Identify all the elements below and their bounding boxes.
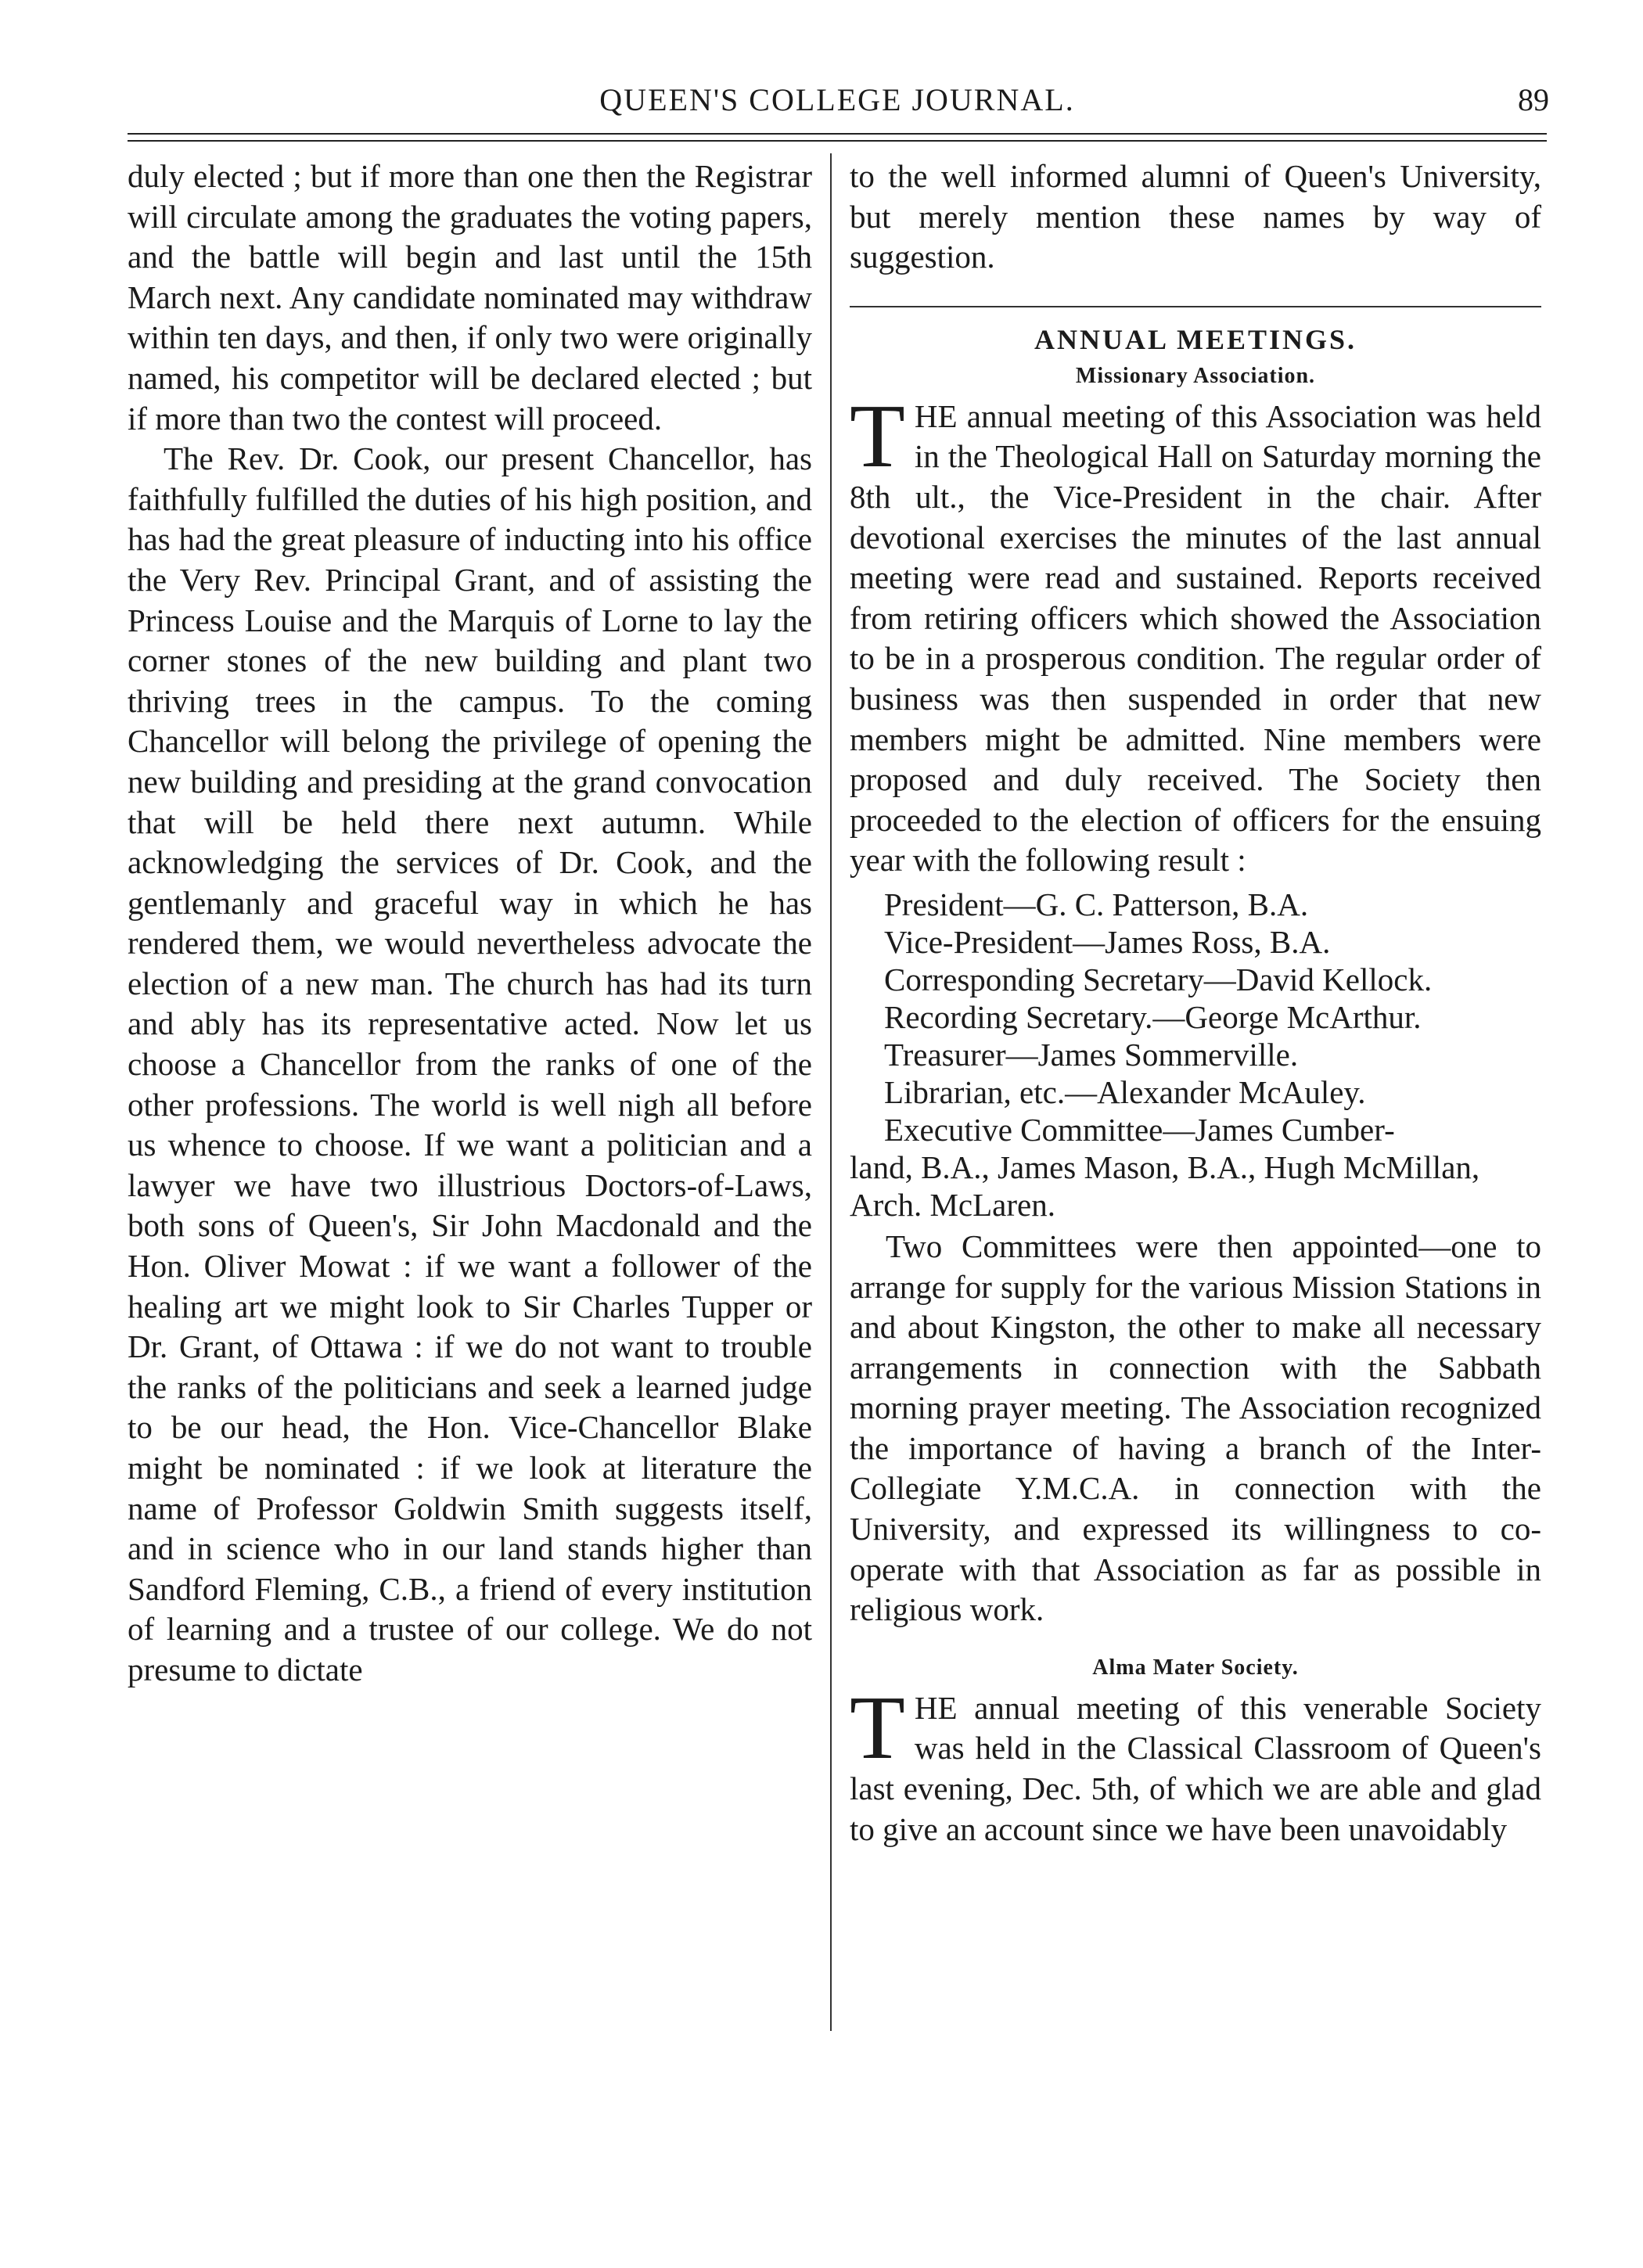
missionary-paragraph-1-text: HE annual meeting of this Association was held in the Theological Hall on Saturday morning the 8th ult., the Vice-President in the chair. After devotional exercises the minutes of the last annual meeting were read and sustained. Reports received from retiring officers which showed the Association to be in a prosperous condition. The regular order of business was then suspended in order that new members might be admitted. Nine members were proposed and duly received. The Society then proceeded to the election of officers for the ensuing year with the following result : <box>850 397 1541 879</box>
right-paragraph-continued: to the well informed alumni of Queen's University, but merely mention these names by way of suggestion. <box>850 158 1541 275</box>
column-divider <box>830 153 832 2031</box>
missionary-paragraph-2: Two Committees were then appointed—one to arrange for supply for the various Mission Stations in and about Kingston, the other to make all necessary arrangements in connection with the Sabbath morning prayer meeting. The Association recognized the importance of having a branch of the Inter-Collegiate Y.M.C.A. in connection with the University, and expressed its willingness to co-operate with that Association as far as possible in religious work. <box>850 1227 1541 1628</box>
left-paragraph-2: The Rev. Dr. Cook, our present Chancellor, has faithfully fulfilled the duties of his high position, and has had the great pleasure of inducting into his office the Very Rev. Principal Grant, and of assisting the Princess Louise and the Marquis of Lorne to lay the corner stones of the new building and plant two thriving trees in the campus. To the coming Chancellor will belong the privilege of opening the new building and presiding at the grand convocation that will be held there next autumn. While acknowledging the services of Dr. Cook, and the gentlemanly and graceful way in which he has rendered them, we would nevertheless advocate the election of a new man. The church has had its turn and ably has its representative acted. Now let us choose a Chancellor from the ranks of one of the other professions. The world is well nigh all before us whence to choose. If we want a politician and a lawyer we have two illustrious Doctors-of-Laws, both sons of Queen's, Sir John Macdonald and the Hon. Oliver Mowat : if we want a follower of the healing art we might look to Sir Charles Tupper or Dr. Grant, of Ottawa : if we do not want to trouble the ranks of the politicians and seek a learned judge to be our head, the Hon. Vice-Chancellor Blake might be nominated : if we look at literature the name of Professor Goldwin Smith suggests itself, and in science who in our land stands higher than Sandford Fleming, C.B., a friend of every institution of learning and a trustee of our college. We do not presume to dictate <box>128 440 812 1688</box>
alma-mater-paragraph-1-text: HE annual meeting of this venerable Society was held in the Classical Classroom of Queen's last evening, Dec. 5th, of which we are able and glad to give an account since we have been unavoidably <box>850 1689 1541 1847</box>
officer-entry-executive: Executive Committee—James Cumber- <box>884 1111 1395 1148</box>
officer-entry: President—G. C. Patterson, B.A. <box>884 886 1309 922</box>
officer-entry: Librarian, etc.—Alexander McAuley. <box>884 1073 1366 1110</box>
right-column <box>850 156 1541 1849</box>
running-head <box>125 81 1549 128</box>
officer-list <box>850 886 1541 1224</box>
officer-entry: Corresponding Secretary—David Kellock. <box>884 961 1433 997</box>
officer-entry: Treasurer—James Sommerville. <box>884 1036 1299 1073</box>
drop-cap: T <box>850 1677 905 1778</box>
header-double-rule <box>128 133 1547 142</box>
officer-entry-executive-continued: land, B.A., James Mason, B.A., Hugh McMillan, Arch. McLaren. <box>850 1148 1480 1223</box>
alma-mater-paragraph-1 <box>850 1677 1541 1849</box>
section-rule <box>850 306 1541 307</box>
left-column <box>128 156 812 1691</box>
officer-entry: Recording Secretary.—George McArthur. <box>884 998 1422 1035</box>
missionary-paragraph-1 <box>850 386 1541 881</box>
running-title: QUEEN'S COLLEGE JOURNAL. <box>599 82 1075 117</box>
page-number: 89 <box>1518 82 1549 117</box>
drop-cap: T <box>850 386 905 487</box>
subsection-title-alma-mater: Alma Mater Society. <box>1092 1655 1299 1680</box>
subsection-title-missionary: Missionary Association. <box>1075 363 1316 388</box>
left-paragraph-1: duly elected ; but if more than one then the Registrar will circulate among the graduates the voting papers, and the battle will begin and last until the 15th March next. Any candidate nominated may withdraw within ten days, and then, if only two were originally named, his competitor will be declared elected ; but if more than two the contest will proceed. <box>128 158 812 437</box>
section-title: ANNUAL MEETINGS. <box>1034 323 1357 355</box>
officer-entry: Vice-President—James Ross, B.A. <box>884 923 1331 960</box>
